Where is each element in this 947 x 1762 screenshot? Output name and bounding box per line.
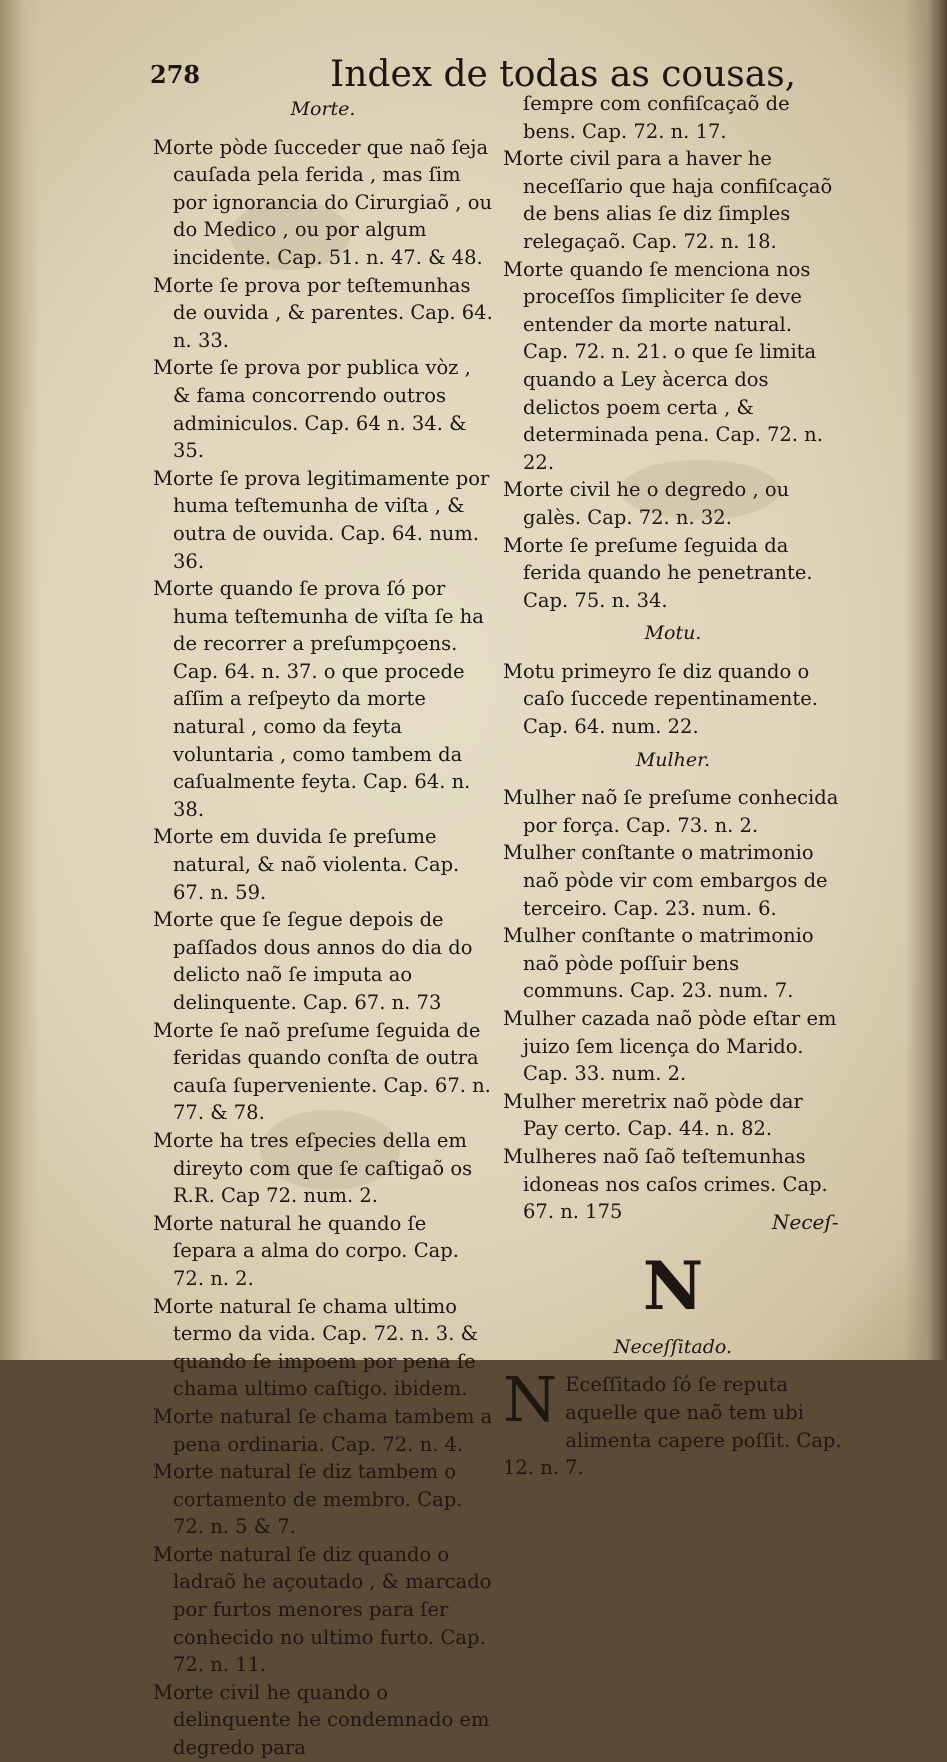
index-entry: Morte que ſe ſegue depois de paſſados dous annos do dia do delicto naõ ſe imputa ao delinquente. Cap. 67. n. 73 xyxy=(153,908,473,1014)
index-entry: Morte ſe prova legitimamente por huma teſtemunha de viſta , & outra de ouvida. Cap. 64. num. 36. xyxy=(153,466,490,573)
section-heading-necessitado: Neceſſitado. xyxy=(613,1335,733,1358)
index-entry: Mulheres naõ ſaõ teſtemunhas idoneas nos caſos crimes. Cap. 67. n. 175 xyxy=(503,1144,828,1224)
index-entry: Morte natural ſe chama tambem a pena ordinaria. Cap. 72. n. 4. xyxy=(153,1404,493,1456)
index-entry-drop-cap xyxy=(503,1363,843,1481)
index-entry: Morte ſe naõ preſume ſeguida de feridas quando conſta de outra cauſa ſuperveniente. Cap. 67. n. 77. & 78. xyxy=(153,1018,491,1125)
page-edge-shadow xyxy=(905,0,947,1360)
catchword: Neceſ- xyxy=(772,1210,839,1234)
continued-entry: ſempre com confiſcaçaõ de bens. Cap. 72. n. 17. xyxy=(523,92,790,143)
index-entry: Mulher conſtante o matrimonio naõ pòde vir com embargos de terceiro. Cap. 23. num. 6. xyxy=(503,841,828,920)
section-heading-morte: Morte. xyxy=(290,98,356,120)
necessitado-entry-text: Eceſſitado ſó ſe reputa aquelle que naõ tem ubi alimenta capere poſſit. Cap. 12. n. 7. xyxy=(503,1373,842,1480)
index-entry: Motu primeyro ſe diz quando o caſo ſuccede repentinamente. Cap. 64. num. 22. xyxy=(503,659,818,739)
index-entry: Morte civil he o degredo , ou galès. Cap. 72. n. 32. xyxy=(503,478,790,529)
drop-cap-letter: N xyxy=(503,1363,558,1437)
index-entry: Morte civil para a haver he neceſſario que haja confiſcaçaõ de bens alias ſe diz ſimples relegaçaõ. Cap. 72. n. 18. xyxy=(503,147,833,253)
index-entry: Morte quando ſe prova ſó por huma teſtemunha de viſta ſe ha de recorrer a preſumpçoens. Cap. 64. n. 37. o que procede aſſim a reſpeyto da morte natural , como da feyta voluntaria , como tambem da caſualmente feyta. Cap. 64. n. 38. xyxy=(153,577,484,821)
running-title: Index de todas as cousas, xyxy=(330,54,797,95)
right-column xyxy=(503,90,843,1482)
left-column xyxy=(153,90,493,1762)
index-entry: Morte ſe preſume ſeguida da ferida quando he penetrante. Cap. 75. n. 34. xyxy=(503,533,813,612)
section-heading-mulher: Mulher. xyxy=(635,748,711,771)
index-entry: Morte natural ſe diz tambem o cortamento de membro. Cap. 72. n. 5 & 7. xyxy=(153,1460,463,1539)
index-entry: Morte pòde ſucceder que naõ ſeja cauſada pela ferida , mas ſim por ignorancia do Cirurgiaõ , ou do Medico , ou por algum incidente. Cap. 51. n. 47. & 48. xyxy=(153,135,493,269)
index-entry: Mulher conſtante o matrimonio naõ pòde poſſuir bens communs. Cap. 23. num. 7. xyxy=(503,924,814,1003)
binding-gutter xyxy=(0,0,40,1360)
index-entry: Mulher naõ ſe preſume conhecida por força. Cap. 73. n. 2. xyxy=(503,786,839,837)
index-entry: Morte ſe prova por publica vòz , & fama concorrendo outros adminiculos. Cap. 64 n. 34. & 35. xyxy=(153,356,471,463)
index-entry: Morte em duvida ſe preſume natural, & naõ violenta. Cap. 67. n. 59. xyxy=(153,825,460,904)
index-entry: Morte natural he quando ſe ſepara a alma do corpo. Cap. 72. n. 2. xyxy=(153,1211,459,1290)
index-entry: Mulher meretrix naõ pòde dar Pay certo. Cap. 44. n. 82. xyxy=(503,1089,803,1141)
index-entry: Mulher cazada naõ pòde eſtar em juizo ſem licença do Marido. Cap. 33. num. 2. xyxy=(503,1007,837,1086)
section-letter-n: N xyxy=(642,1246,704,1325)
index-entry: Morte quando ſe menciona nos proceſſos ſimpliciter ſe deve entender da morte natural. Cap. 72. n. 21. o que ſe limita quando a Ley àcerca dos delictos poem certa , & determinada pena. Cap. 72. n. 22. xyxy=(503,257,823,474)
index-entry: Morte civil he quando o delinquente he condemnado em degredo para xyxy=(153,1680,490,1760)
index-entry: Morte natural ſe diz quando o ladraõ he açoutado , & marcado por furtos menores para ſer conhecido no ultimo furto. Cap. 72. n. 11. xyxy=(153,1542,492,1677)
section-heading-motu: Motu. xyxy=(644,622,702,645)
index-entry: Morte natural ſe chama ultimo termo da vida. Cap. 72. n. 3. & quando ſe impoem por pena ſe chama ultimo caſtigo. ibidem. xyxy=(153,1294,478,1401)
index-entry: Morte ha tres eſpecies della em direyto com que ſe caſtigaõ os R.R. Cap 72. num. 2. xyxy=(153,1128,473,1208)
index-entry: Morte ſe prova por teſtemunhas de ouvida , & parentes. Cap. 64. n. 33. xyxy=(153,273,493,352)
page-number: 278 xyxy=(150,60,201,89)
